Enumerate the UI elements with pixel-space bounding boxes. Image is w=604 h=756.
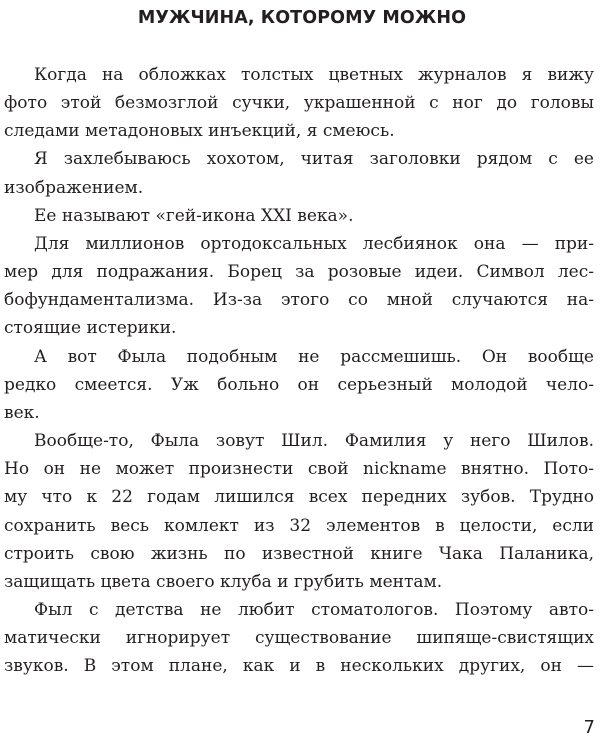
text-line: Ее называют «гей-икона XXI века».: [34, 205, 354, 226]
paragraph-7: [4, 596, 594, 680]
text-line: мер для подражания. Борец за розовые идеи. Символ лес-: [4, 262, 594, 283]
paragraph-5: [4, 343, 594, 427]
body-text: [4, 61, 594, 680]
text-line: редко смеется. Уж больно он серьезный молодой чело-: [4, 374, 594, 395]
paragraph-6: [4, 427, 594, 596]
text-line: Но он не может произнести свой nickname внятно. Пото-: [4, 459, 594, 480]
text-line: Когда на обложках толстых цветных журналов я вижу: [34, 65, 594, 85]
text-line: А вот Фыла подобным не рассмешишь. Он вообще: [34, 346, 594, 367]
text-line: следами метадоновых инъекций, я смеюсь.: [4, 121, 395, 142]
paragraph-2: [4, 145, 594, 201]
paragraph-3: [4, 202, 594, 230]
text-line: век.: [4, 402, 40, 423]
chapter-title: МУЖЧИНА, КОТОРОМУ МОЖНО: [137, 8, 467, 28]
text-line: изображением.: [4, 177, 144, 198]
text-line: строить свою жизнь по известной книге Чака Паланика,: [4, 543, 594, 564]
text-line: Вообще-то, Фыла зовут Шил. Фамилия у него Шилов.: [34, 431, 594, 452]
paragraph-1: [4, 61, 594, 145]
text-line: матически игнорирует существование шипяще-свистящих: [4, 628, 594, 649]
text-line: Я захлебываюсь хохотом, читая заголовки рядом с ее: [34, 149, 594, 170]
text-line: бофундаментализма. Из-за этого со мной случаются на-: [4, 290, 594, 311]
page-number: 7: [583, 717, 595, 738]
text-line: сохранить весь комлект из 32 элементов в целости, если: [4, 515, 594, 536]
paragraph-4: [4, 230, 594, 343]
text-line: стоящие истерики.: [4, 318, 177, 339]
text-line: Фыл с детства не любит стоматологов. Поэтому авто-: [34, 599, 594, 620]
text-line: защищать цвета своего клуба и грубить ментам.: [4, 571, 443, 592]
text-line: Для миллионов ортодоксальных лесбиянок она — при-: [34, 233, 594, 254]
text-line: фото этой безмозглой сучки, украшенной с ног до головы: [4, 93, 594, 114]
text-line: звуков. В этом плане, как и в нескольких других, он —: [4, 656, 594, 677]
text-line: му что к 22 годам лишился всех передних зубов. Трудно: [4, 487, 594, 508]
